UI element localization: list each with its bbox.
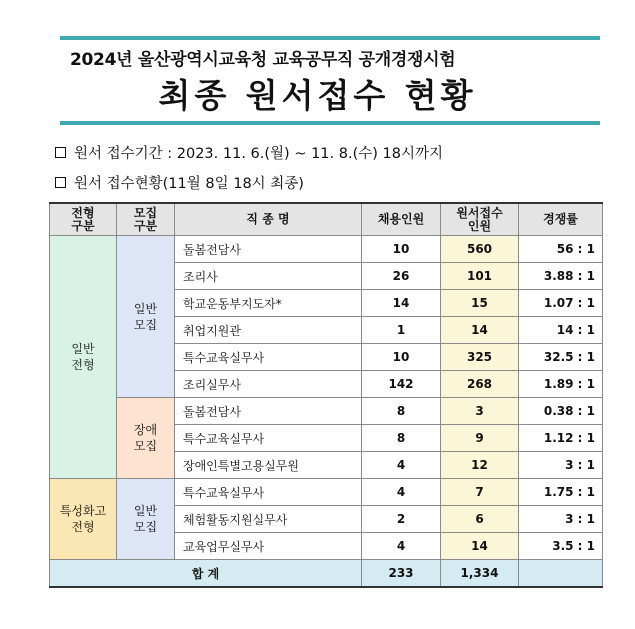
- job-name: 특수교육실무사: [175, 425, 362, 452]
- applied-count: 6: [441, 506, 519, 533]
- hire-count: 142: [362, 371, 441, 398]
- job-name: 조리실무사: [175, 371, 362, 398]
- applied-count: 7: [441, 479, 519, 506]
- bottom-rule: [60, 121, 600, 125]
- group-disabled-recruit: 장애 모집: [117, 398, 175, 479]
- competition-ratio: 1.07 : 1: [519, 290, 603, 317]
- table-header-row: [50, 203, 603, 236]
- header-hire: 채용인원: [362, 203, 441, 236]
- checkbox-icon: [55, 177, 66, 188]
- hire-count: 10: [362, 236, 441, 263]
- hire-count: 2: [362, 506, 441, 533]
- table-row: [50, 398, 603, 425]
- checkbox-icon: [55, 147, 66, 158]
- job-name: 돌봄전담사: [175, 398, 362, 425]
- competition-ratio: 1.89 : 1: [519, 371, 603, 398]
- job-name: 취업지원관: [175, 317, 362, 344]
- applications-table: [49, 202, 603, 588]
- note-text: 원서 접수기간 : 2023. 11. 6.(월) ~ 11. 8.(수) 18시까지: [74, 146, 443, 162]
- hire-count: 4: [362, 452, 441, 479]
- note-application-status: [55, 172, 304, 193]
- header-recruit: 모집 구분: [117, 203, 175, 236]
- competition-ratio: 3.5 : 1: [519, 533, 603, 560]
- job-name: 조리사: [175, 263, 362, 290]
- job-name: 특수교육실무사: [175, 479, 362, 506]
- applied-count: 14: [441, 317, 519, 344]
- applied-count: 560: [441, 236, 519, 263]
- note-application-period: [55, 142, 443, 163]
- applied-count: 15: [441, 290, 519, 317]
- applied-count: 12: [441, 452, 519, 479]
- header-applied: 원서접수 인원: [441, 203, 519, 236]
- job-name: 학교운동부지도자*: [175, 290, 362, 317]
- competition-ratio: 0.38 : 1: [519, 398, 603, 425]
- applied-count: 101: [441, 263, 519, 290]
- job-name: 돌봄전담사: [175, 236, 362, 263]
- hire-count: 4: [362, 533, 441, 560]
- applied-count: 9: [441, 425, 519, 452]
- note-text: 원서 접수현황(11월 8일 18시 최종): [74, 176, 304, 192]
- total-row: [50, 560, 603, 588]
- total-ratio-blank: [519, 560, 603, 588]
- competition-ratio: 1.12 : 1: [519, 425, 603, 452]
- hire-count: 14: [362, 290, 441, 317]
- header-ratio: 경쟁률: [519, 203, 603, 236]
- document-subtitle: 2024년 울산광역시교육청 교육공무직 공개경쟁시험: [70, 50, 456, 70]
- job-name: 특수교육실무사: [175, 344, 362, 371]
- competition-ratio: 14 : 1: [519, 317, 603, 344]
- job-name: 장애인특별고용실무원: [175, 452, 362, 479]
- header-job: 직 종 명: [175, 203, 362, 236]
- total-label: 합 계: [50, 560, 362, 588]
- competition-ratio: 3.88 : 1: [519, 263, 603, 290]
- hire-count: 4: [362, 479, 441, 506]
- header-type: 전형 구분: [50, 203, 117, 236]
- job-name: 체험활동지원실무사: [175, 506, 362, 533]
- competition-ratio: 32.5 : 1: [519, 344, 603, 371]
- hire-count: 10: [362, 344, 441, 371]
- hire-count: 26: [362, 263, 441, 290]
- table-row: [50, 236, 603, 263]
- total-applied: 1,334: [441, 560, 519, 588]
- hire-count: 8: [362, 425, 441, 452]
- group-special-type: 특성화고 전형: [50, 479, 117, 560]
- hire-count: 1: [362, 317, 441, 344]
- competition-ratio: 3 : 1: [519, 452, 603, 479]
- total-hire: 233: [362, 560, 441, 588]
- competition-ratio: 1.75 : 1: [519, 479, 603, 506]
- competition-ratio: 3 : 1: [519, 506, 603, 533]
- hire-count: 8: [362, 398, 441, 425]
- applied-count: 3: [441, 398, 519, 425]
- applied-count: 268: [441, 371, 519, 398]
- group-general-type: 일반 전형: [50, 236, 117, 479]
- table-row: [50, 479, 603, 506]
- group-special-recruit: 일반 모집: [117, 479, 175, 560]
- applied-count: 325: [441, 344, 519, 371]
- group-general-recruit: 일반 모집: [117, 236, 175, 398]
- applied-count: 14: [441, 533, 519, 560]
- job-name: 교육업무실무사: [175, 533, 362, 560]
- competition-ratio: 56 : 1: [519, 236, 603, 263]
- top-rule: [60, 36, 600, 40]
- document-title: 최종 원서접수 현황: [158, 76, 477, 115]
